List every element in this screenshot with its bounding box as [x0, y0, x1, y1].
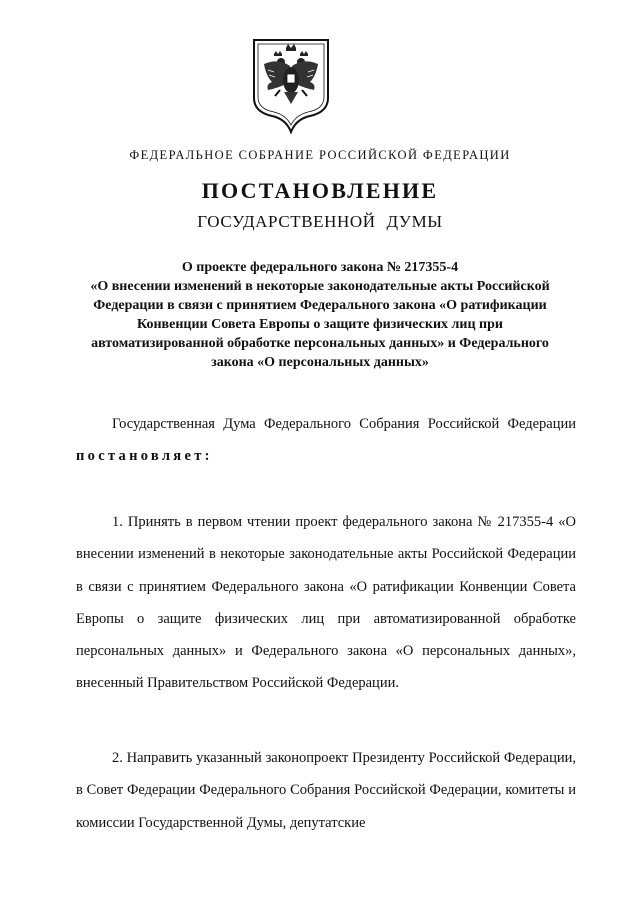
assembly-title: ФЕДЕРАЛЬНОЕ СОБРАНИЕ РОССИЙСКОЙ ФЕДЕРАЦИИ: [129, 148, 511, 162]
subject-line: Федерации в связи с принятием Федерального закона «О ратификации: [93, 298, 547, 313]
intro-text: Государственная Дума Федерального Собрания Российской Федерации: [112, 416, 576, 432]
subject-line: О проекте федерального закона № 217355-4: [181, 260, 459, 275]
duma-title: ГОСУДАРСТВЕННОЙ ДУМЫ: [197, 212, 443, 231]
resolution-title: ПОСТАНОВЛЕНИЕ: [201, 178, 439, 203]
coat-of-arms-icon: [246, 36, 336, 136]
subject-line: закона «О персональных данных»: [211, 355, 429, 370]
item-1-paragraph: 1. Принять в первом чтении проект федерального закона № 217355-4 «О внесении изменений в некоторые законодательные акты Российской Федерации в связи с принятием Федерального закона «О ратификации Конвенции Совета Европы о защите физических лиц при автоматизированной обработке персональных данных» и Федерального закона «О персональных данных», внесенный Правительством Российской Федерации.: [76, 514, 576, 692]
subject-line: Конвенции Совета Европы о защите физических лиц при: [137, 317, 503, 332]
subject-line: «О внесении изменений в некоторые законодательные акты Российской: [90, 279, 550, 294]
item-2-paragraph: 2. Направить указанный законопроект Президенту Российской Федерации, в Совет Федерации Федерального Собрания Российской Федерации, комитеты и комиссии Государственной Думы, депутатские: [76, 750, 576, 831]
intro-verb: постановляет:: [76, 448, 213, 465]
resolution-subject: [76, 258, 564, 372]
subject-line: автоматизированной обработке персональных данных» и Федерального: [91, 336, 549, 351]
intro-paragraph: [76, 408, 576, 473]
